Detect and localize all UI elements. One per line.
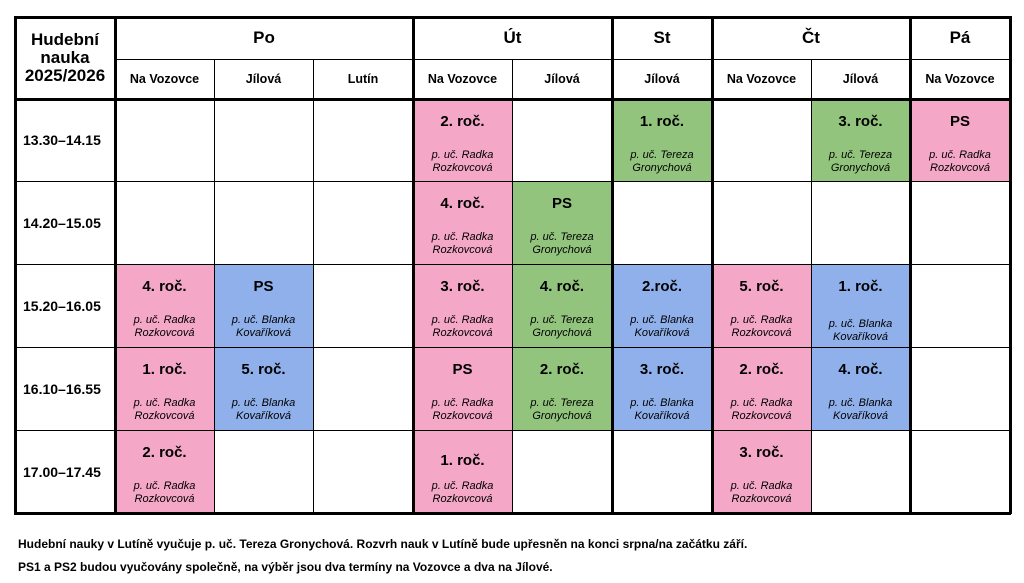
teacher-name-line: p. uč. Blanka (630, 314, 694, 326)
day-header: Po (253, 28, 275, 47)
teacher-name-line: p. uč. Blanka (828, 318, 893, 330)
grid-line (909, 16, 912, 514)
teacher-name (413, 231, 512, 257)
lesson-label: 2.roč. (641, 278, 683, 295)
lesson-cell[interactable] (413, 181, 512, 264)
lesson-cell[interactable] (413, 99, 512, 181)
teacher-name-line: p. uč. Radka (431, 149, 494, 161)
lesson-cell[interactable] (512, 181, 612, 264)
teacher-name-line: p. uč. Radka (730, 397, 793, 409)
location-header: Na Vozovce (427, 72, 498, 86)
location-header: Lutín (347, 72, 379, 86)
teacher-name-line: p. uč. Radka (730, 480, 793, 492)
teacher-name-line: p. uč. Radka (431, 231, 494, 243)
lesson-cell[interactable] (413, 430, 512, 513)
note-lutin: Hudební nauky v Lutíně vyučuje p. uč. Tereza Gronychová. Rozvrh nauk v Lutíně bude upřesněn na konci srpna/na začátku září. (18, 537, 748, 551)
table-title-line: 2025/2026 (24, 66, 106, 85)
grid-line (611, 16, 614, 514)
teacher-name-line: p. uč. Blanka (231, 397, 296, 409)
teacher-name (811, 318, 910, 344)
lesson-cell[interactable] (712, 430, 811, 513)
grid-line (14, 512, 1011, 515)
grid-line (811, 59, 812, 513)
grid-line (14, 98, 1011, 101)
lesson-label: 4. roč. (539, 278, 585, 295)
teacher-name (214, 314, 313, 340)
day-header: Čt (802, 28, 820, 47)
lesson-cell[interactable] (115, 430, 214, 513)
location-header: Jílová (544, 72, 580, 86)
day-header: Pá (949, 28, 971, 47)
grid-line (114, 16, 117, 514)
teacher-name-line: Gronychová (632, 162, 692, 174)
teacher-name (811, 149, 910, 175)
teacher-name-line: Rozkovcová (731, 410, 792, 422)
grid-line (412, 16, 415, 514)
grid-line (711, 16, 714, 514)
teacher-name (214, 397, 313, 423)
teacher-name (712, 397, 811, 423)
teacher-name-line: Gronychová (830, 162, 891, 174)
table-title-line: nauka (40, 48, 90, 67)
teacher-name-line: p. uč. Radka (133, 480, 196, 492)
location-header: Na Vozovce (726, 72, 797, 86)
lesson-cell[interactable] (512, 347, 612, 430)
teacher-name (512, 231, 612, 257)
teacher-name-line: Rozkovcová (432, 493, 493, 505)
time-slot: 16.10–16.55 (23, 380, 101, 397)
teacher-name (612, 314, 712, 340)
teacher-name-line: Gronychová (532, 410, 592, 422)
teacher-name (413, 480, 512, 506)
teacher-name-line: p. uč. Radka (431, 314, 494, 326)
lesson-label: 3. roč. (440, 278, 485, 295)
location-header: Na Vozovce (925, 72, 995, 86)
teacher-name (512, 397, 612, 423)
teacher-name (910, 149, 1010, 175)
teacher-name (115, 480, 214, 506)
time-slot: 15.20–16.05 (23, 297, 101, 314)
teacher-name-line: p. uč. Tereza (530, 397, 594, 409)
teacher-name (712, 314, 811, 340)
teacher-name (413, 397, 512, 423)
lesson-cell[interactable] (612, 264, 712, 347)
lesson-label: 4. roč. (838, 361, 883, 378)
teacher-name-line: Rozkovcová (134, 327, 195, 339)
lesson-cell[interactable] (612, 99, 712, 181)
day-header: Út (503, 28, 522, 47)
teacher-name-line: Kovaříková (235, 327, 292, 339)
lesson-label: 3. roč. (838, 113, 883, 130)
lesson-label: 2. roč. (539, 361, 585, 378)
lesson-label: 1. roč. (440, 452, 485, 469)
teacher-name-line: Gronychová (532, 327, 592, 339)
lesson-label: 2. roč. (142, 444, 187, 461)
teacher-name-line: p. uč. Radka (431, 397, 494, 409)
lesson-cell[interactable] (413, 347, 512, 430)
lesson-cell[interactable] (712, 347, 811, 430)
lesson-label: 3. roč. (739, 444, 784, 461)
lesson-label: 4. roč. (142, 278, 187, 295)
teacher-name-line: p. uč. Blanka (630, 397, 694, 409)
teacher-name (413, 149, 512, 175)
grid-line (1009, 16, 1012, 514)
teacher-name-line: p. uč. Radka (133, 397, 196, 409)
time-slot: 14.20–15.05 (23, 214, 101, 231)
teacher-name (612, 397, 712, 423)
day-header: St (653, 28, 671, 47)
grid-line (14, 16, 17, 514)
lesson-cell[interactable] (214, 347, 313, 430)
teacher-name-line: Rozkovcová (731, 493, 792, 505)
teacher-name (712, 480, 811, 506)
teacher-name-line: p. uč. Tereza (530, 314, 594, 326)
lesson-label: PS (452, 361, 473, 378)
teacher-name-line: Kovaříková (832, 410, 889, 422)
note-ps: PS1 a PS2 budou vyučovány společně, na výběr jsou dva termíny na Vozovce a dva na Jílové. (18, 560, 553, 574)
teacher-name (115, 314, 214, 340)
teacher-name (413, 314, 512, 340)
teacher-name-line: p. uč. Radka (133, 314, 196, 326)
teacher-name-line: Kovaříková (235, 410, 292, 422)
table-title-line: Hudební (31, 30, 99, 49)
teacher-name-line: Rozkovcová (134, 410, 195, 422)
lesson-cell[interactable] (115, 264, 214, 347)
lesson-cell[interactable] (115, 347, 214, 430)
grid-line (115, 59, 1010, 60)
teacher-name-line: Rozkovcová (432, 162, 493, 174)
teacher-name-line: p. uč. Tereza (530, 231, 594, 243)
lesson-label: 5. roč. (739, 278, 784, 295)
teacher-name-line: p. uč. Blanka (231, 314, 296, 326)
teacher-name-line: Kovaříková (634, 410, 690, 422)
lesson-cell[interactable] (910, 99, 1010, 181)
lesson-cell[interactable] (413, 264, 512, 347)
lesson-cell[interactable] (612, 347, 712, 430)
teacher-name-line: Kovaříková (634, 327, 690, 339)
teacher-name (115, 397, 214, 423)
teacher-name-line: Kovaříková (832, 331, 889, 343)
teacher-name-line: p. uč. Blanka (828, 397, 893, 409)
lesson-label: 1. roč. (142, 361, 187, 378)
lesson-label: 1. roč. (838, 278, 883, 295)
teacher-name-line: Rozkovcová (731, 327, 792, 339)
table-title (15, 17, 115, 99)
lesson-cell[interactable] (811, 264, 910, 347)
grid-line (313, 59, 314, 513)
teacher-name (811, 397, 910, 423)
lesson-label: 2. roč. (440, 113, 485, 130)
lesson-cell[interactable] (811, 99, 910, 181)
lesson-label: 1. roč. (639, 113, 685, 130)
teacher-name-line: Gronychová (532, 244, 592, 256)
lesson-cell[interactable] (811, 347, 910, 430)
teacher-name-line: p. uč. Tereza (828, 149, 893, 161)
teacher-name-line: Rozkovcová (432, 327, 493, 339)
teacher-name-line: Rozkovcová (930, 162, 990, 174)
teacher-name-line: Rozkovcová (134, 493, 195, 505)
lesson-label: 5. roč. (241, 361, 286, 378)
grid-line (14, 16, 1011, 19)
teacher-name-line: p. uč. Tereza (630, 149, 694, 161)
lesson-label: 2. roč. (739, 361, 784, 378)
lesson-cell[interactable] (512, 264, 612, 347)
lesson-cell[interactable] (214, 264, 313, 347)
teacher-name (512, 314, 612, 340)
teacher-name-line: Rozkovcová (432, 410, 493, 422)
grid-line (512, 59, 513, 513)
teacher-name-line: p. uč. Radka (431, 480, 494, 492)
location-header: Jílová (842, 72, 879, 86)
location-header: Jílová (644, 72, 680, 86)
teacher-name (612, 149, 712, 175)
lesson-label: 4. roč. (440, 195, 485, 212)
teacher-name-line: p. uč. Radka (730, 314, 793, 326)
lesson-label: PS (253, 278, 274, 295)
time-slot: 17.00–17.45 (23, 463, 101, 480)
lesson-label: 3. roč. (639, 361, 685, 378)
location-header: Jílová (245, 72, 282, 86)
lesson-cell[interactable] (712, 264, 811, 347)
lesson-label: PS (949, 113, 970, 130)
lesson-label: PS (551, 195, 572, 212)
teacher-name-line: Rozkovcová (432, 244, 493, 256)
teacher-name-line: p. uč. Radka (929, 149, 991, 161)
location-header: Na Vozovce (129, 72, 200, 86)
time-slot: 13.30–14.15 (23, 132, 101, 148)
grid-line (214, 59, 215, 513)
